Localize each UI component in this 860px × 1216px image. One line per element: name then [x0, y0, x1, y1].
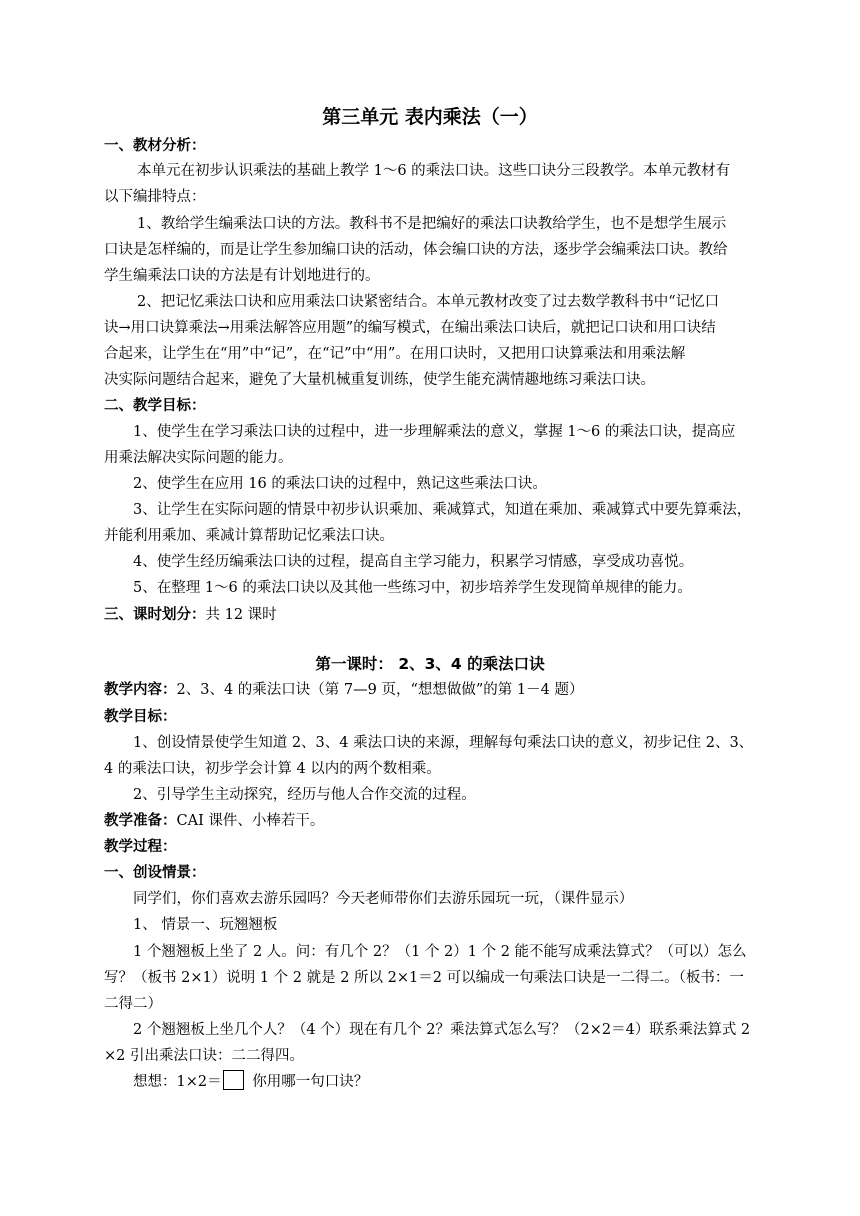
answer-box — [223, 1070, 244, 1090]
goal-line: 并能利用乘加、乘减计算帮助记忆乘法口诀。 — [104, 528, 394, 544]
content-line — [0, 676, 860, 704]
paragraph-line: 以下编排特点： — [104, 189, 206, 205]
content-label: 教学内容： — [104, 682, 177, 698]
unit-title: 第三单元 表内乘法（一） — [322, 106, 538, 128]
process-label: 教学过程： — [104, 839, 177, 855]
goal-line: 3、让学生在实际问题的情景中初步认识乘加、乘减算式，知道在乘加、乘减算式中要先算乘法， — [133, 502, 752, 518]
analysis-heading: 一、教材分析： — [104, 138, 206, 154]
paragraph-line: 合起来，让学生在“用”中“记”，在“记”中“用”。在用口诀时，又把用口诀算乘法和用乘法解 — [104, 346, 686, 362]
goal-line: 1、使学生在学习乘法口诀的过程中，进一步理解乘法的意义，掌握 1～6 的乘法口诀，提高应 — [133, 424, 736, 440]
process-line: 1 个翘翘板上坐了 2 人。问：有几个 2？（1 个 2）1 个 2 能不能写成乘法算式？（可以）怎么 — [133, 944, 747, 960]
hours-line — [0, 601, 860, 629]
paragraph-line: 本单元在初步认识乘法的基础上教学 1～6 的乘法口诀。这些口诀分三段教学。本单元教材有 — [137, 163, 731, 179]
lesson-title: 第一课时： 2、3、4 的乘法口诀 — [315, 655, 545, 673]
paragraph-line: 口诀是怎样编的，而是让学生参加编口诀的活动，体会编口诀的方法，逐步学会编乘法口诀。教给 — [104, 242, 728, 258]
goal-line: 5、在整理 1～6 的乘法口诀以及其他一些练习中，初步培养学生发现简单规律的能力。 — [133, 580, 692, 596]
lesson-goal-line: 2、引导学生主动探究，经历与他人合作交流的过程。 — [133, 787, 476, 803]
goal-line: 用乘法解决实际问题的能力。 — [104, 450, 293, 466]
paragraph-line: 1、教给学生编乘法口诀的方法。教科书不是把编好的乘法口诀教给学生，也不是想学生展示 — [137, 216, 727, 232]
goal-line: 2、使学生在应用 16 的乘法口诀的过程中，熟记这些乘法口诀。 — [133, 476, 547, 492]
content-value: 2、3、4 的乘法口诀（第 7—9 页，“想想做做”的第 1－4 题） — [176, 682, 584, 698]
think-suffix: 你用哪一句口诀？ — [247, 1074, 369, 1090]
paragraph-line: 2、把记忆乘法口诀和应用乘法口诀紧密结合。本单元教材改变了过去数学教科书中“记忆口 — [137, 294, 720, 310]
goal-line: 4、使学生经历编乘法口诀的过程，提高自主学习能力，积累学习情感，享受成功喜悦。 — [133, 554, 694, 570]
hours-value: 共 12 课时 — [205, 607, 277, 623]
process-line: 同学们，你们喜欢去游乐园吗？今天老师带你们去游乐园玩一玩，（课件显示） — [133, 891, 634, 907]
think-line — [0, 1068, 860, 1096]
process-line: 1、 情景一、玩翘翘板 — [133, 917, 278, 933]
lesson-goal-line: 1、创设情景使学生知道 2、3、4 乘法口诀的来源，理解每句乘法口诀的意义，初步记住 2、3、 — [133, 735, 754, 751]
paragraph-line: 学生编乘法口诀的方法是有计划地进行的。 — [104, 268, 380, 284]
think-prefix: 想想：1×2＝ — [133, 1074, 222, 1090]
prep-value: CAI 课件、小棒若干。 — [176, 813, 325, 829]
prep-line — [0, 807, 860, 835]
paragraph-line: 决实际问题结合起来，避免了大量机械重复训练，使学生能充满情趣地练习乘法口诀。 — [104, 372, 655, 388]
lesson-goal-label: 教学目标： — [104, 709, 177, 725]
lesson-goal-line: 4 的乘法口诀，初步学会计算 4 以内的两个数相乘。 — [104, 761, 441, 777]
hours-heading: 三、课时划分： — [104, 607, 206, 623]
process-line: 写？（板书 2×1）说明 1 个 2 就是 2 所以 2×1＝2 可以编成一句乘法口诀是一二得二。（板书：一 — [104, 970, 744, 986]
step1-heading: 一、创设情景： — [104, 865, 206, 881]
process-line: 二得二） — [104, 996, 162, 1012]
goals-heading: 二、教学目标： — [104, 398, 206, 414]
process-line: ×2 引出乘法口诀：二二得四。 — [104, 1048, 304, 1064]
paragraph-line: 诀→用口诀算乘法→用乘法解答应用题”的编写模式，在编出乘法口诀后，就把记口诀和用口诀结 — [104, 320, 716, 336]
process-line: 2 个翘翘板上坐几个人？（4 个）现在有几个 2？乘法算式怎么写？（2×2＝4）联系乘法算式 2 — [133, 1022, 751, 1038]
prep-label: 教学准备： — [104, 813, 177, 829]
